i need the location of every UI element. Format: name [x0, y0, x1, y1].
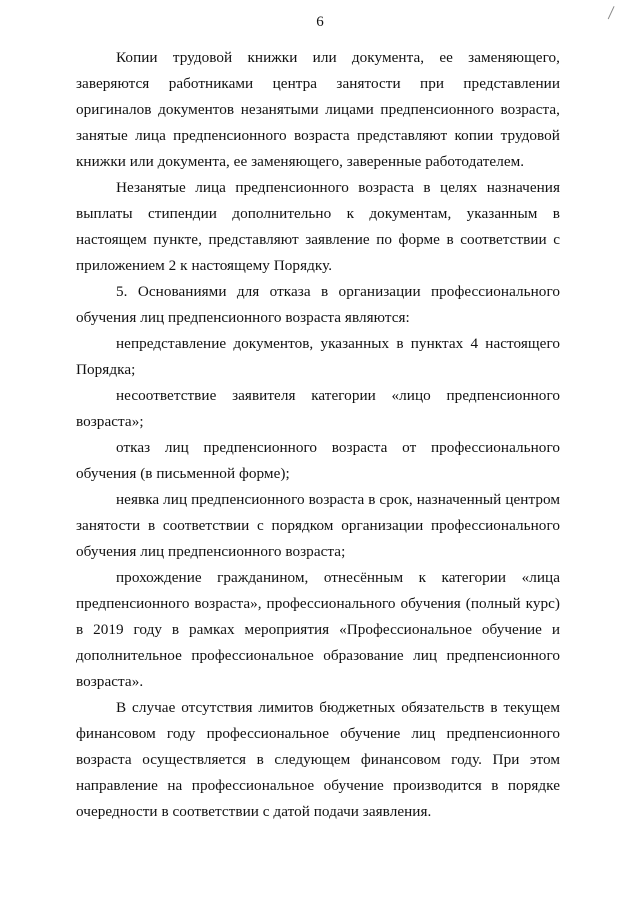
- paragraph-copies-certification: Копии трудовой книжки или документа, ее заменяющего, заверяются работниками центра занятости при представлении оригиналов документов незанятыми лицами предпенсионного возраста, занятые лица предпенсионного возраста представляют копии трудовой книжки или документа, ее заменяющего, заверенные работодателем.: [76, 49, 560, 170]
- document-body: [76, 45, 560, 825]
- paragraph-ground-refusal: отказ лиц предпенсионного возраста от профессионального обучения (в письменной форме);: [76, 439, 560, 482]
- paragraph-ground-category-mismatch: несоответствие заявителя категории «лицо предпенсионного возраста»;: [76, 387, 560, 430]
- paragraph-stipend-application: Незанятые лица предпенсионного возраста в целях назначения выплаты стипендии дополнительно к документам, указанным в настоящем пункте, представляют заявление по форме в соответствии с приложением 2 к настоящему Порядку.: [76, 179, 560, 274]
- paragraph-refusal-grounds: 5. Основаниями для отказа в организации профессионального обучения лиц предпенсионного возраста являются:: [76, 283, 560, 326]
- paragraph-ground-prior-training: прохождение гражданином, отнесённым к категории «лица предпенсионного возраста», профессионального обучения (полный курс) в 2019 году в рамках мероприятия «Профессиональное обучение и дополнительное профессиональное образование лиц предпенсионного возраста».: [76, 569, 560, 690]
- paragraph-budget-limits: В случае отсутствия лимитов бюджетных обязательств в текущем финансовом году профессиональное обучение лиц предпенсионного возраста осуществляется в следующем финансовом году. При этом направление на профессиональное обучение производится в порядке очередности в соответствии с датой подачи заявления.: [76, 699, 560, 820]
- page-number: 6: [316, 14, 324, 30]
- paragraph-ground-missing-documents: непредставление документов, указанных в пунктах 4 настоящего Порядка;: [76, 335, 560, 378]
- paragraph-ground-no-show: неявка лиц предпенсионного возраста в срок, назначенный центром занятости в соответствии с порядком организации профессионального обучения лиц предпенсионного возраста;: [76, 491, 560, 560]
